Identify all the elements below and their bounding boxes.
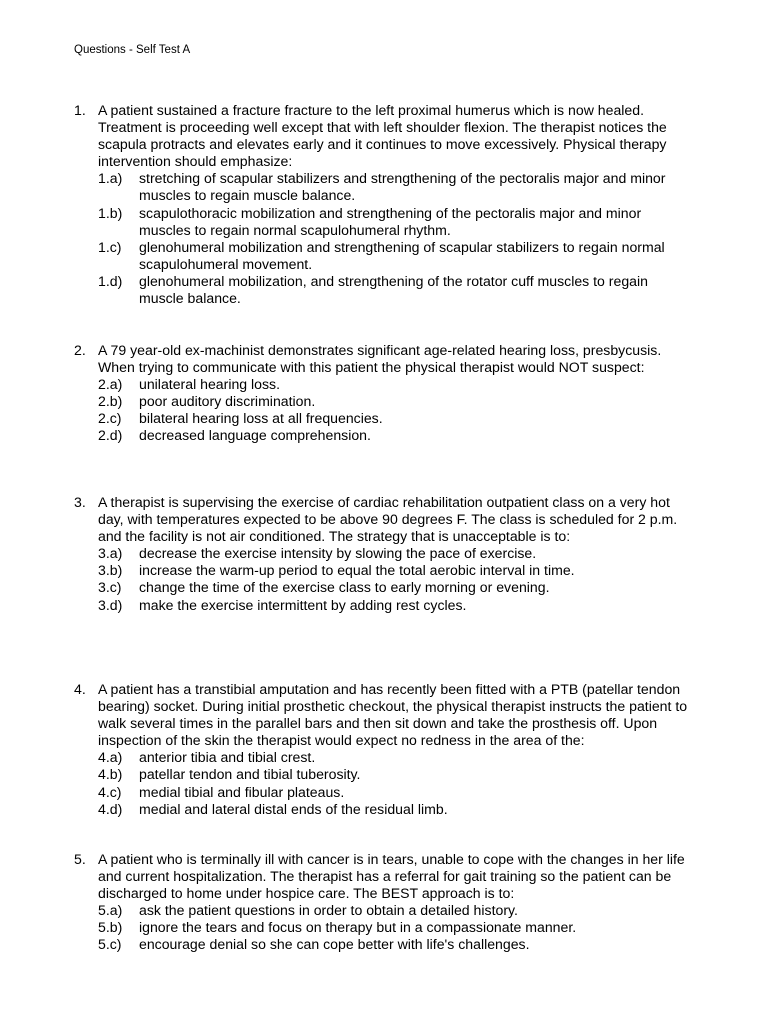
answer-option <box>74 749 694 766</box>
answer-option <box>74 273 694 307</box>
option-text: glenohumeral mobilization and strengthening of scapular stabilizers to regain normal scapulohumeral movement. <box>139 238 665 272</box>
option-text: change the time of the exercise class to early morning or evening. <box>139 579 550 596</box>
answer-option <box>74 545 694 562</box>
option-text: encourage denial so she can cope better with life's challenges. <box>139 936 530 953</box>
option-label: 4.a) <box>98 749 123 766</box>
question-text: A patient sustained a fracture fracture to the left proximal humerus which is now healed. Treatment is proceeding well except that with left shoulder flexion. The therapist notices the scapula protracts and elevates early and it continues to move excessively. Physical therapy intervention should emphasize: <box>98 102 667 170</box>
option-text: poor auditory discrimination. <box>139 393 316 410</box>
option-label: 1.a) <box>98 170 123 187</box>
option-text: stretching of scapular stabilizers and strengthening of the pectoralis major and minor muscles to regain muscle balance. <box>139 170 666 204</box>
option-label: 5.b) <box>98 919 123 936</box>
answer-option <box>74 376 694 393</box>
option-label: 2.d) <box>98 427 123 444</box>
question-stem <box>74 494 694 545</box>
option-label: 1.c) <box>98 238 122 255</box>
answer-option <box>74 766 694 783</box>
question-stem <box>74 102 694 170</box>
option-text: medial tibial and fibular plateaus. <box>139 783 345 800</box>
answer-option <box>74 393 694 410</box>
question-text: A 79 year-old ex-machinist demonstrates significant age-related hearing loss, presbycusis. When trying to communicate with this patient the physical therapist would NOT suspect: <box>98 342 662 376</box>
option-text: make the exercise intermittent by adding rest cycles. <box>139 596 467 613</box>
answer-option <box>74 784 694 801</box>
question-number: 1. <box>74 102 86 118</box>
option-label: 5.c) <box>98 936 122 953</box>
answer-option <box>74 427 694 444</box>
option-label: 2.b) <box>98 393 123 410</box>
option-label: 1.b) <box>98 204 123 221</box>
option-label: 2.c) <box>98 410 122 427</box>
option-label: 4.b) <box>98 766 123 783</box>
question-stem <box>74 681 694 749</box>
option-text: bilateral hearing loss at all frequencies. <box>139 410 383 427</box>
option-label: 4.c) <box>98 783 122 800</box>
option-text: glenohumeral mobilization, and strengthening of the rotator cuff muscles to regain muscle balance. <box>139 272 648 307</box>
answer-option <box>74 902 694 919</box>
question-1 <box>74 102 694 307</box>
question-5 <box>74 851 694 954</box>
answer-option <box>74 597 694 614</box>
question-stem <box>74 851 694 902</box>
option-label: 3.a) <box>98 545 123 562</box>
answer-option <box>74 579 694 596</box>
option-text: decrease the exercise intensity by slowing the pace of exercise. <box>139 545 537 562</box>
option-label: 3.b) <box>98 562 123 579</box>
question-number: 2. <box>74 342 86 358</box>
option-text: decreased language comprehension. <box>139 427 371 444</box>
page-header: Questions - Self Test A <box>74 44 191 56</box>
option-text: scapulothoracic mobilization and strengthening of the pectoralis major and minor muscles to regain normal scapulohumeral rhythm. <box>139 204 642 238</box>
option-label: 3.d) <box>98 596 123 613</box>
question-text: A patient who is terminally ill with cancer is in tears, unable to cope with the changes in her life and current hospitalization. The therapist has a referral for gait training so the patient can be discharged to home under hospice care. The BEST approach is to: <box>98 851 685 902</box>
answer-option <box>74 410 694 427</box>
option-text: ask the patient questions in order to obtain a detailed history. <box>139 902 518 919</box>
question-number: 4. <box>74 681 86 697</box>
answer-option <box>74 170 694 204</box>
option-label: 1.d) <box>98 272 123 289</box>
answer-option <box>74 919 694 936</box>
answer-option <box>74 205 694 239</box>
option-text: increase the warm-up period to equal the total aerobic interval in time. <box>139 562 575 579</box>
question-number: 3. <box>74 494 86 510</box>
answer-option <box>74 801 694 818</box>
answer-option <box>74 562 694 579</box>
option-label: 2.a) <box>98 376 123 393</box>
question-number: 5. <box>74 851 86 867</box>
option-text: medial and lateral distal ends of the residual limb. <box>139 800 448 817</box>
option-text: patellar tendon and tibial tuberosity. <box>139 766 361 783</box>
answer-option <box>74 239 694 273</box>
option-text: anterior tibia and tibial crest. <box>139 749 316 766</box>
question-text: A therapist is supervising the exercise of cardiac rehabilitation outpatient class on a very hot day, with temperatures expected to be above 90 degrees F. The class is scheduled for 2 p.m. and the facility is not air conditioned. The strategy that is unacceptable is to: <box>98 494 678 545</box>
question-2 <box>74 342 694 445</box>
question-text: A patient has a transtibial amputation and has recently been fitted with a PTB (patellar tendon bearing) socket. During initial prosthetic checkout, the physical therapist instructs the patient to walk several times in the parallel bars and then sit down and take the prosthesis off. Upon inspection of the skin the therapist would expect no redness in the area of the: <box>98 681 688 749</box>
question-4 <box>74 681 694 818</box>
option-label: 4.d) <box>98 800 123 817</box>
question-stem <box>74 342 694 376</box>
option-text: ignore the tears and focus on therapy but in a compassionate manner. <box>139 919 577 936</box>
option-text: unilateral hearing loss. <box>139 376 281 393</box>
option-label: 5.a) <box>98 902 123 919</box>
answer-option <box>74 936 694 953</box>
question-3 <box>74 494 694 614</box>
option-label: 3.c) <box>98 579 122 596</box>
